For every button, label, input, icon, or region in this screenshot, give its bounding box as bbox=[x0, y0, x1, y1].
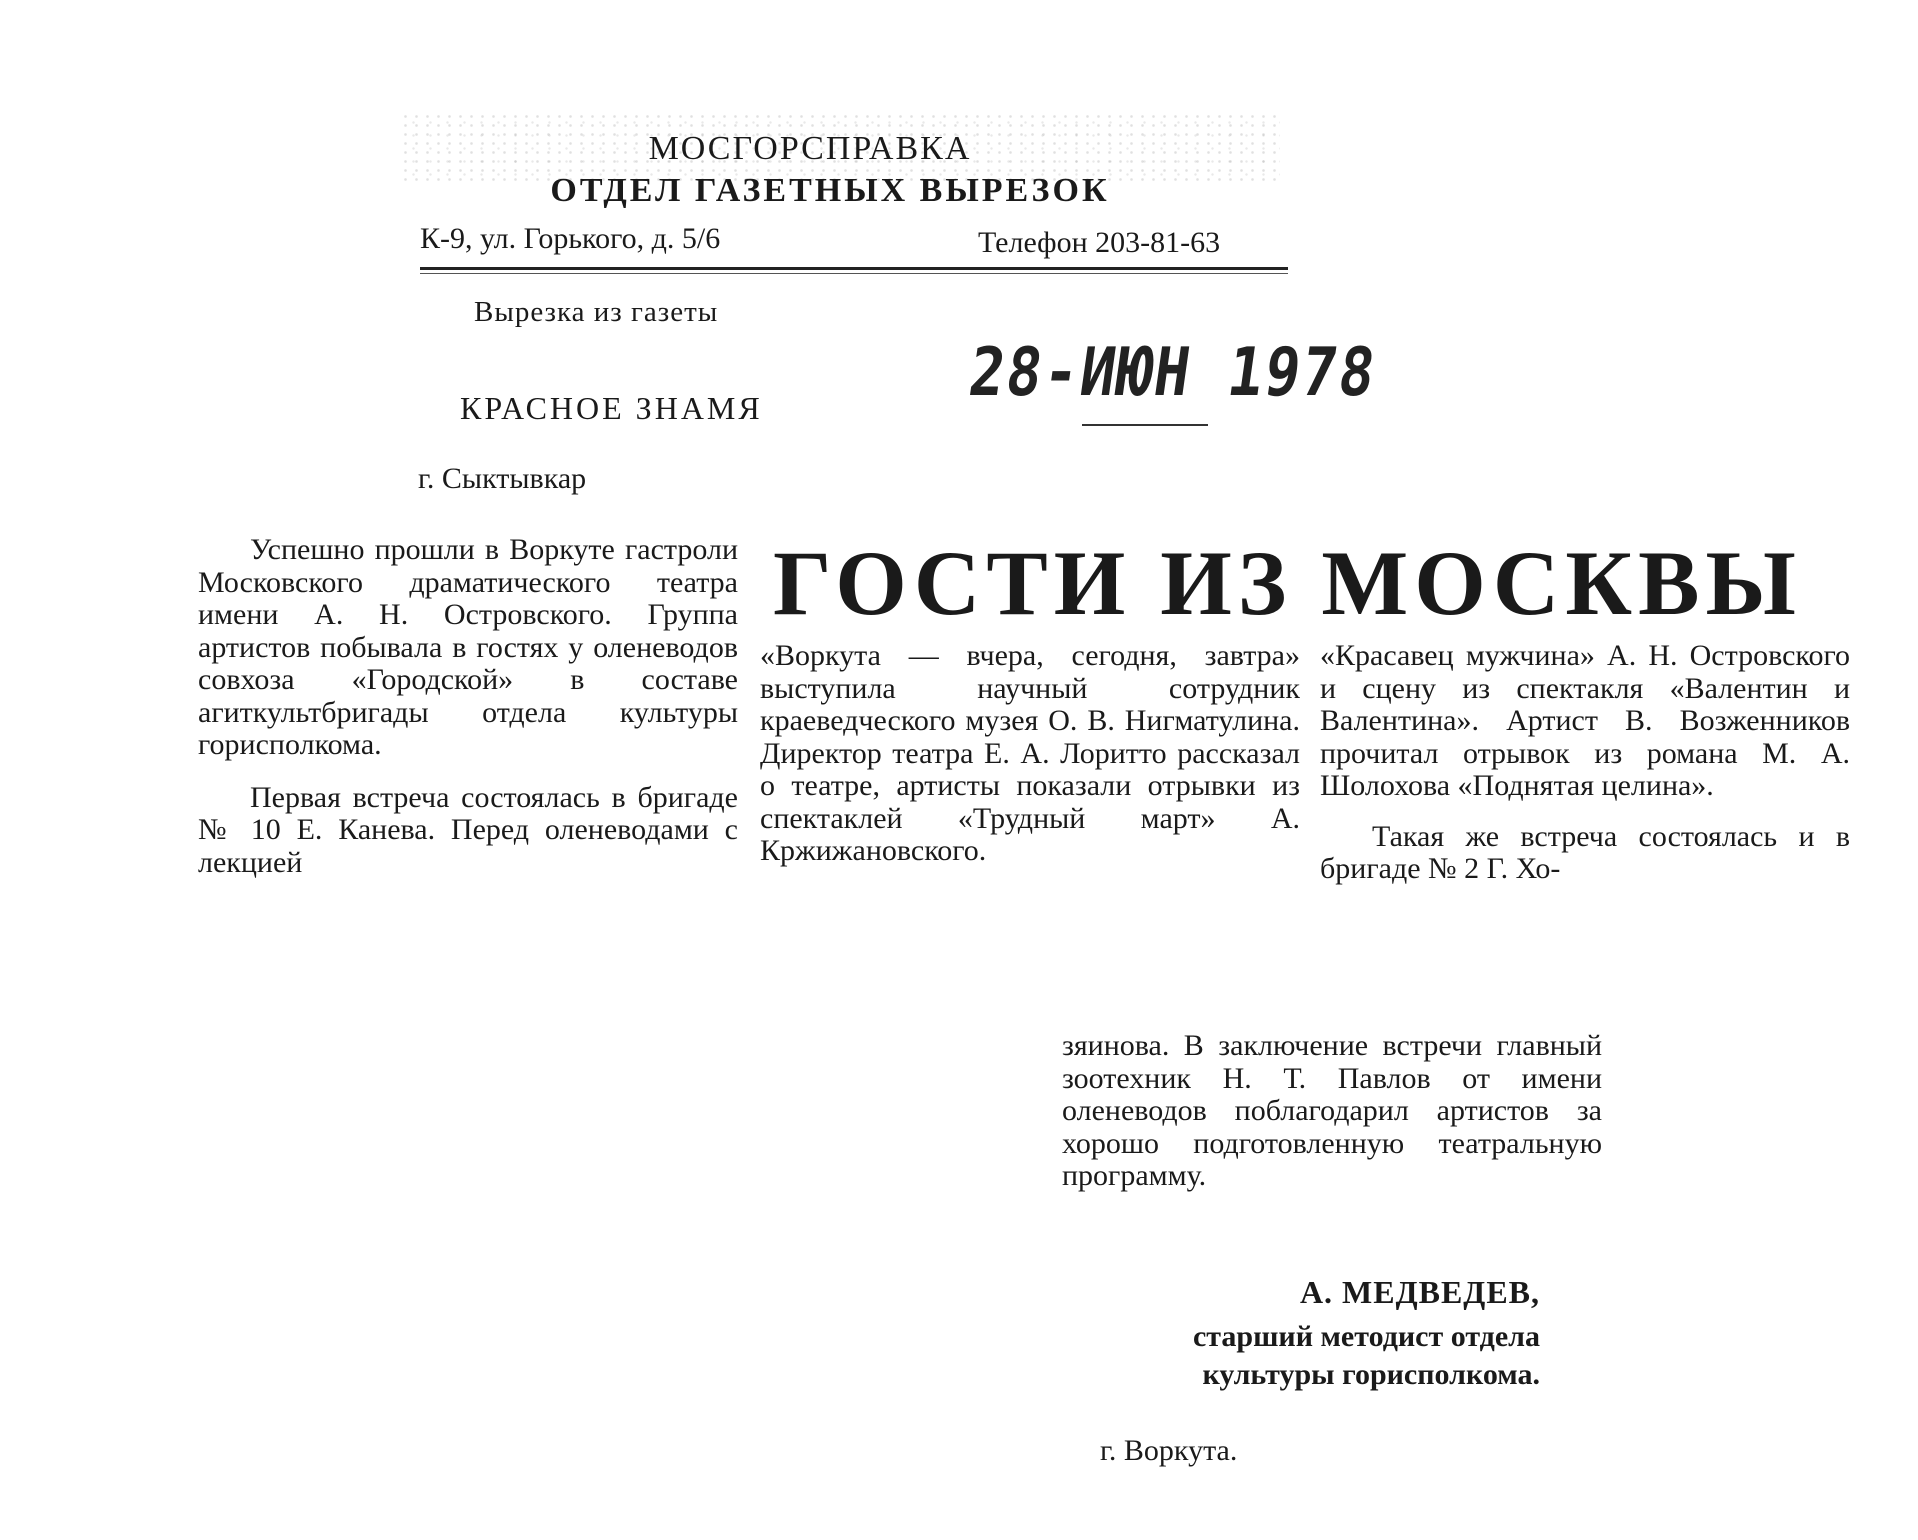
article-column-3 bbox=[1320, 640, 1850, 886]
header-divider-thin bbox=[420, 273, 1288, 274]
paragraph: зяинова. В заключение встречи главный зоотехник Н. Т. Павлов от имени оленеводов поблагодарил артистов за хорошо подготовленную театральную программу. bbox=[1062, 1029, 1602, 1192]
date-stamp: 28-ИЮН 1978 bbox=[964, 332, 1382, 412]
author-name: А. МЕДВЕДЕВ, bbox=[1299, 1274, 1540, 1310]
newspaper-city: г. Сыктывкар bbox=[418, 462, 587, 495]
article-column-2 bbox=[760, 640, 1300, 868]
paragraph: Первая встреча состоялась в бригаде № 10 Е. Канева. Перед оленеводами с лекцией bbox=[198, 780, 738, 879]
article-column-4 bbox=[1062, 1030, 1602, 1193]
agency-phone: Телефон 203-81-63 bbox=[978, 226, 1221, 259]
department-name: ОТДЕЛ ГАЗЕТНЫХ ВЫРЕЗОК bbox=[550, 172, 1110, 209]
paragraph: Успешно прошли в Воркуте гастроли Московского драматического театра имени А. Н. Островского. Группа артистов побывала в гостях у оленеводов совхоза «Городской» в составе агиткультбригады отдела культуры горисполкома. bbox=[198, 533, 738, 761]
article-headline: ГОСТИ ИЗ МОСКВЫ bbox=[773, 532, 1802, 634]
agency-name: МОСГОРСПРАВКА bbox=[648, 130, 972, 167]
article-column-1 bbox=[198, 534, 738, 879]
newspaper-name: КРАСНОЕ ЗНАМЯ bbox=[460, 390, 763, 426]
stamp-underline bbox=[1082, 424, 1208, 426]
paragraph: Такая же встреча состоялась и в бригаде № 2 Г. Хо- bbox=[1320, 819, 1850, 885]
header-divider bbox=[420, 267, 1288, 270]
paragraph: «Воркута — вчера, сегодня, завтра» выступила научный сотрудник краеведческого музея О. В. Нигматулина. Директор театра Е. А. Лоритто рассказал о театре, артисты показали отрывки из спектаклей «Трудный март» А. Кржижановского. bbox=[760, 639, 1300, 867]
author-place: г. Воркута. bbox=[1100, 1434, 1238, 1467]
paragraph: «Красавец мужчина» А. Н. Островского и сцену из спектакля «Валентин и Валентина». Артист В. Возженников прочитал отрывок из романа М. А. Шолохова «Поднятая целина». bbox=[1320, 639, 1850, 802]
author-position: старший методист отдела культуры горисполкома. bbox=[1192, 1320, 1540, 1391]
agency-address: К-9, ул. Горького, д. 5/6 bbox=[420, 222, 721, 255]
clipping-label: Вырезка из газеты bbox=[474, 296, 719, 328]
